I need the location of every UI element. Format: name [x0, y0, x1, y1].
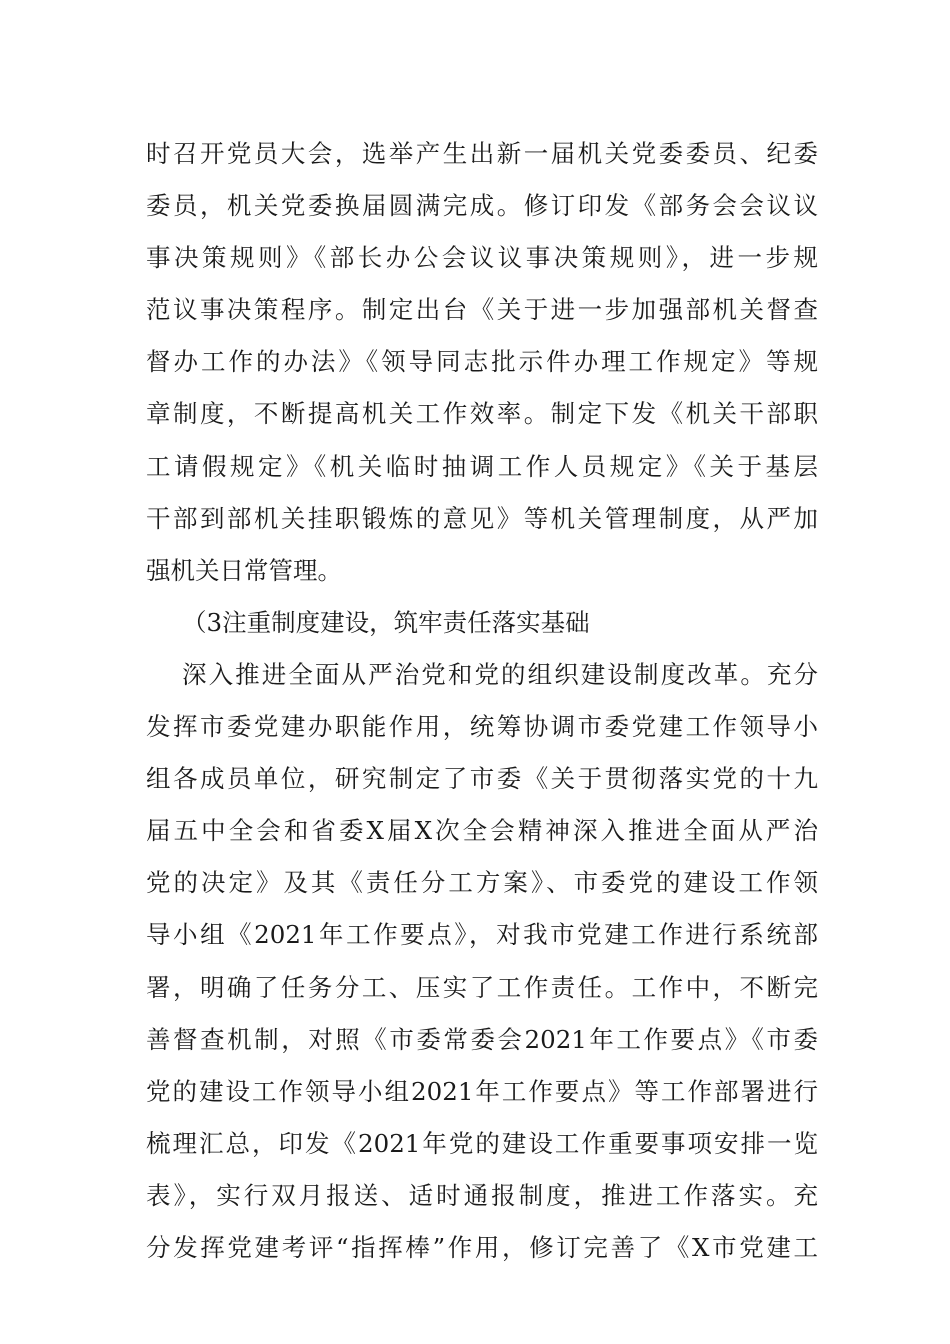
text-line: 梳理汇总，印发《2021年党的建设工作重要事项安排一览 — [146, 1128, 818, 1158]
text-line: 导小组《2021年工作要点》，对我市党建工作进行系统部 — [146, 920, 818, 950]
text-line: 发挥市委党建办职能作用，统筹协调市委党建工作领导小 — [146, 712, 818, 742]
body-text — [146, 128, 818, 1274]
text-line: 干部到部机关挂职锻炼的意见》等机关管理制度，从严加 — [146, 503, 818, 533]
text-line: 党的建设工作领导小组2021年工作要点》等工作部署进行 — [146, 1076, 818, 1106]
text-line: 委员，机关党委换届圆满完成。修订印发《部务会会议议 — [146, 191, 818, 221]
text-line: 组各成员单位，研究制定了市委《关于贯彻落实党的十九 — [146, 764, 818, 794]
text-line: 章制度，不断提高机关工作效率。制定下发《机关干部职 — [146, 399, 818, 429]
text-line: 事决策规则》《部长办公会议议事决策规则》，进一步规 — [146, 243, 818, 273]
text-line: 范议事决策程序。制定出台《关于进一步加强部机关督查 — [146, 295, 818, 325]
text-line: 工请假规定》《机关临时抽调工作人员规定》《关于基层 — [146, 451, 818, 481]
text-line: 时召开党员大会，选举产生出新一届机关党委委员、纪委 — [146, 139, 818, 168]
text-line: 署，明确了任务分工、压实了工作责任。工作中，不断完 — [146, 972, 818, 1002]
text-line: 强机关日常管理。 — [146, 555, 342, 585]
text-line: 表》，实行双月报送、适时通报制度，推进工作落实。充 — [146, 1180, 818, 1210]
text-line: 届五中全会和省委X届X次全会精神深入推进全面从严治 — [146, 816, 818, 846]
text-line: 善督查机制，对照《市委常委会2021年工作要点》《市委 — [146, 1024, 818, 1054]
text-line: 深入推进全面从严治党和党的组织建设制度改革。充分 — [182, 659, 818, 689]
text-line: 督办工作的办法》《领导同志批示件办理工作规定》等规 — [146, 347, 818, 377]
text-line: 分发挥党建考评“指挥棒”作用，修订完善了《X市党建工 — [146, 1232, 818, 1262]
text-line: 党的决定》及其《责任分工方案》、市委党的建设工作领 — [146, 868, 818, 898]
section-heading: （3注重制度建设，筑牢责任落实基础 — [182, 607, 590, 637]
